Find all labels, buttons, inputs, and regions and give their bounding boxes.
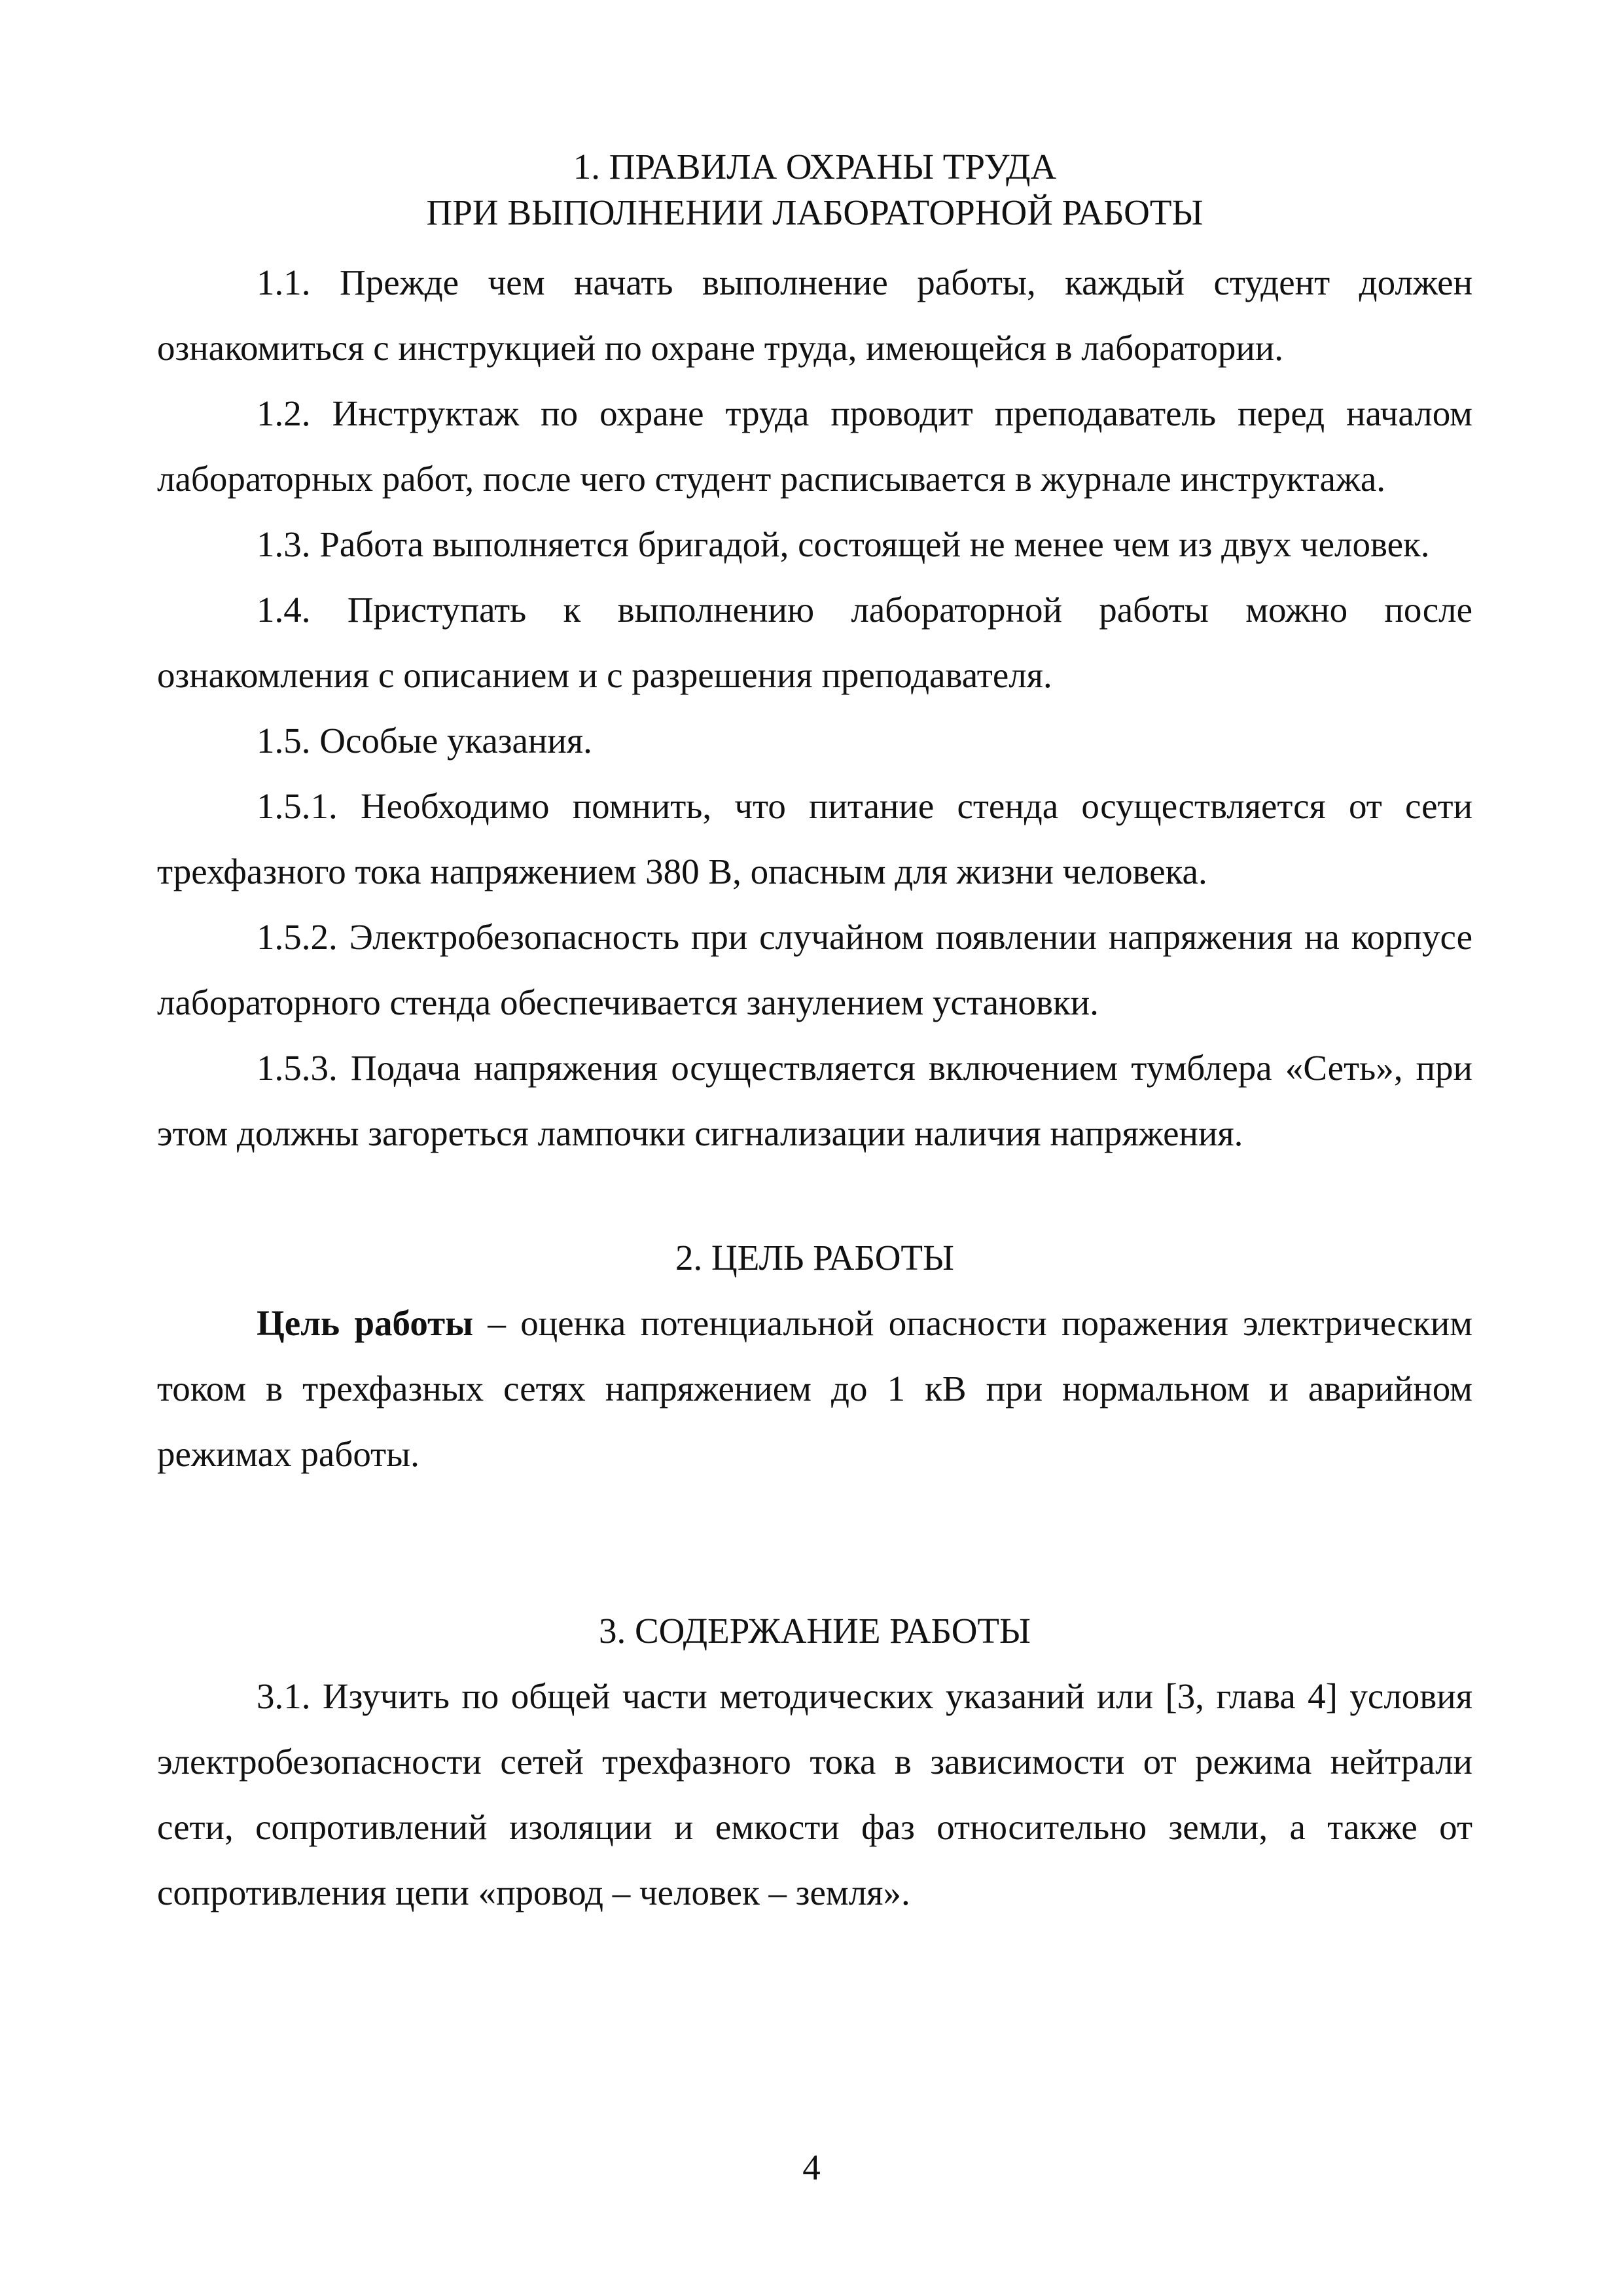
section-3-title: 3. СОДЕРЖАНИЕ РАБОТЫ <box>599 1611 1031 1651</box>
paragraph-1-5-2: 1.5.2. Электробезопасность при случайном появлении напряжения на корпусе лабораторного стенда обеспечивается занулением установки. <box>157 917 1472 1022</box>
section-spacer <box>157 1487 1472 1598</box>
paragraph-2-goal <box>157 1291 1472 1487</box>
section-1-title <box>157 144 1472 236</box>
paragraph-1-5: 1.5. Особые указания. <box>257 721 592 761</box>
section-1-title-line-1: 1. ПРАВИЛА ОХРАНЫ ТРУДА <box>573 147 1057 187</box>
document-page <box>157 144 1472 1926</box>
goal-label: Цель работы <box>257 1303 474 1343</box>
goal-text: – оценка потенциальной опасности поражения электрическим током в трехфазных сетях напряжением до 1 кВ при нормальном и аварийном режимах работы. <box>157 1303 1472 1474</box>
paragraph-1-5-1: 1.5.1. Необходимо помнить, что питание стенда осуществляется от сети трехфазного тока напряжением 380 В, опасным для жизни человека. <box>157 786 1472 891</box>
section-1-title-line-2: ПРИ ВЫПОЛНЕНИИ ЛАБОРАТОРНОЙ РАБОТЫ <box>426 192 1204 232</box>
page-number: 4 <box>802 2147 821 2187</box>
section-spacer <box>157 1166 1472 1225</box>
section-2-title: 2. ЦЕЛЬ РАБОТЫ <box>675 1238 954 1278</box>
paragraph-3-1: 3.1. Изучить по общей части методических указаний или [3, глава 4] условия электробезопасности сетей трехфазного тока в зависимости от режима нейтрали сети, сопротивлений изоляции и емкости фаз относительно земли, а также от сопротивления цепи «провод – человек – земля». <box>157 1676 1472 1912</box>
paragraph-1-2: 1.2. Инструктаж по охране труда проводит преподаватель перед началом лабораторных работ, после чего студент расписывается в журнале инструктажа. <box>157 393 1472 499</box>
section-1 <box>157 144 1472 236</box>
paragraph-1-4: 1.4. Приступать к выполнению лабораторной работы можно после ознакомления с описанием и с разрешения преподавателя. <box>157 590 1472 695</box>
paragraph-1-5-3: 1.5.3. Подача напряжения осуществляется включением тумблера «Сеть», при этом должны загореться лампочки сигнализации наличия напряжения. <box>157 1048 1472 1153</box>
paragraph-1-1: 1.1. Прежде чем начать выполнение работы, каждый студент должен ознакомиться с инструкцией по охране труда, имеющейся в лаборатории. <box>157 262 1472 368</box>
paragraph-1-3: 1.3. Работа выполняется бригадой, состоящей не менее чем из двух человек. <box>257 524 1430 564</box>
